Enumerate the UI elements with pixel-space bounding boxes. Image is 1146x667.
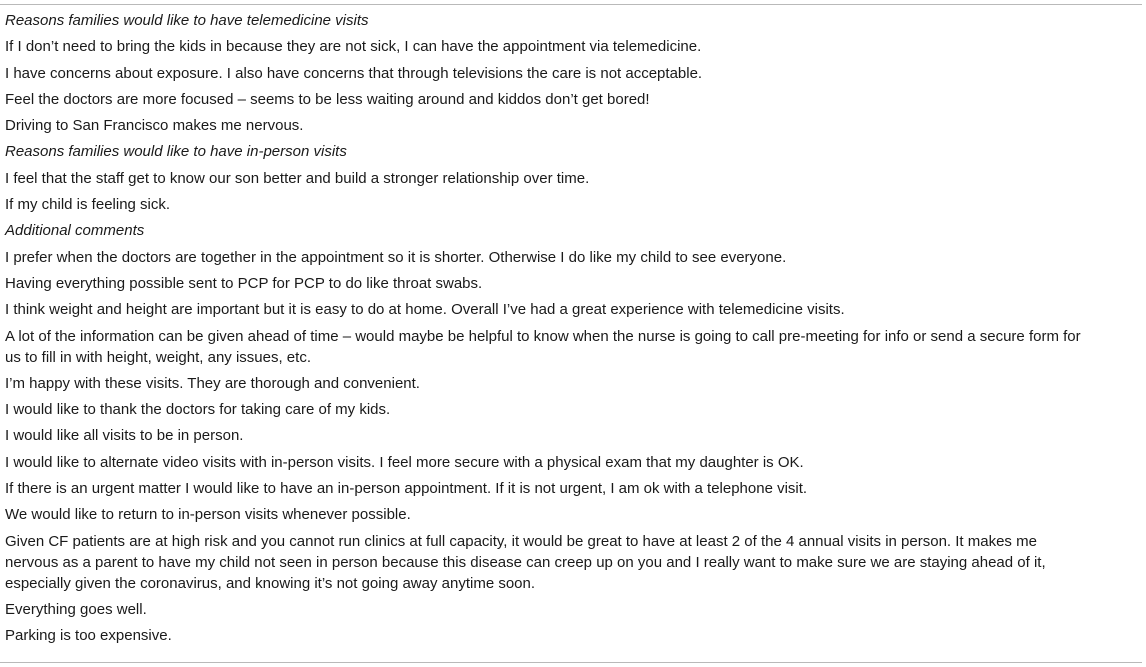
table-row: I’m happy with these visits. They are thorough and convenient. — [5, 374, 420, 392]
table-body — [5, 10, 1090, 652]
section-heading-telemedicine: Reasons families would like to have telemedicine visits — [5, 12, 369, 29]
section-heading-in-person: Reasons families would like to have in-person visits — [5, 143, 347, 161]
table-row: I would like all visits to be in person. — [5, 427, 244, 445]
table-row: Parking is too expensive. — [5, 627, 172, 645]
table-row: I feel that the staff get to know our son better and build a stronger relationship over time. — [5, 169, 590, 187]
table-row: We would like to return to in-person visits whenever possible. — [5, 506, 411, 524]
table-row: I prefer when the doctors are together in the appointment so it is shorter. Otherwise I do like my child to see everyone. — [5, 248, 787, 266]
table-row: I have concerns about exposure. I also have concerns that through televisions the care is not acceptable. — [5, 64, 703, 82]
table-row: If I don’t need to bring the kids in because they are not sick, I can have the appointment via telemedicine. — [5, 38, 702, 56]
table-row: I would like to alternate video visits with in-person visits. I feel more secure with a physical exam that my daughter is OK. — [5, 453, 804, 471]
table-row: If my child is feeling sick. — [5, 196, 171, 214]
table-row: Having everything possible sent to PCP for PCP to do like throat swabs. — [5, 274, 483, 292]
table-row: Given CF patients are at high risk and you cannot run clinics at full capacity, it would be great to have at least 2 of the 4 annual visits in person. It makes me nervous as a parent to have my child not seen in person because this disease can creep up on you and I really want to make sure we are staying ahead of it, especially given the coronavirus, and knowing it’s not going away anytime soon. — [5, 532, 1046, 592]
table-row: If there is an urgent matter I would like to have an in-person appointment. If it is not urgent, I am ok with a telephone visit. — [5, 480, 808, 498]
table-bottom-rule — [0, 662, 1142, 663]
table-row: Feel the doctors are more focused – seems to be less waiting around and kiddos don’t get bored! — [5, 90, 650, 108]
table-row: I think weight and height are important but it is easy to do at home. Overall I’ve had a great experience with telemedicine visits. — [5, 301, 845, 319]
table-row: Driving to San Francisco makes me nervous. — [5, 117, 304, 135]
table-row: A lot of the information can be given ahead of time – would maybe be helpful to know when the nurse is going to call pre-meeting for info or send a secure form for us to fill in with height, weight, any issues, etc. — [5, 327, 1081, 366]
table-row: I would like to thank the doctors for taking care of my kids. — [5, 401, 391, 419]
section-heading-additional-comments: Additional comments — [5, 222, 145, 240]
table-top-rule — [0, 4, 1142, 5]
table-row: Everything goes well. — [5, 600, 147, 618]
